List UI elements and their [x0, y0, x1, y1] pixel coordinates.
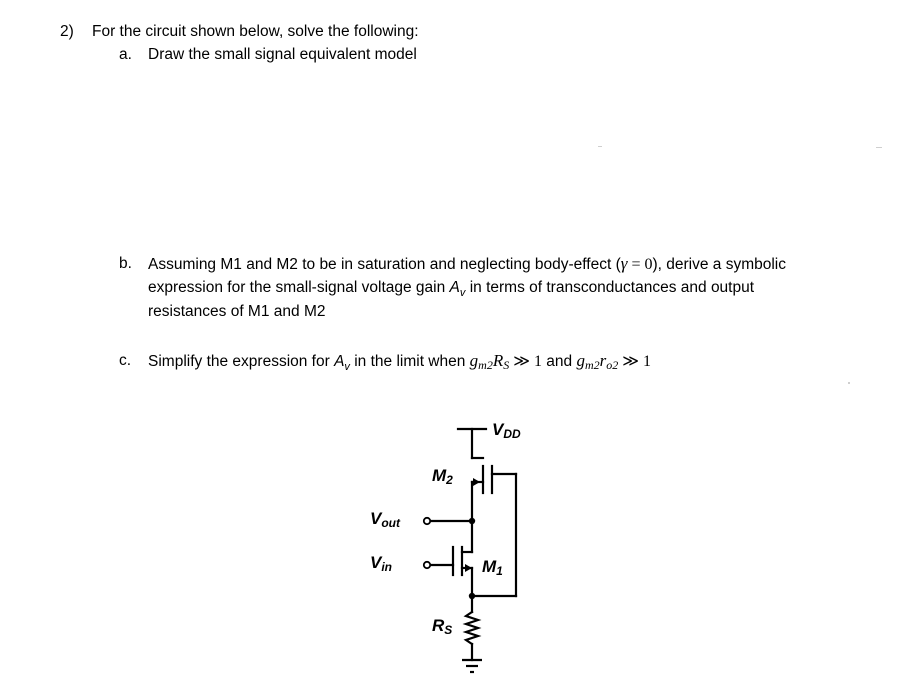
much-greater-2: ≫ 1: [618, 353, 652, 370]
question-prompt: For the circuit shown below, solve the following:: [92, 23, 419, 40]
junction-dot: [469, 593, 475, 599]
part-b-marker: b.: [119, 255, 132, 272]
question-number: 2): [60, 23, 74, 40]
part-b-line-1-end: ), derive a symbolic: [652, 256, 786, 273]
part-c-text-start: Simplify the expression for: [148, 353, 335, 370]
and-word: and: [541, 353, 577, 370]
much-greater-1: ≫ 1: [509, 353, 542, 370]
av-symbol: A: [449, 279, 460, 296]
condition-2: $g_{m2}r_{o2}$: [576, 351, 619, 372]
vin-label: $V_{in}$: [370, 553, 393, 574]
junction-dot: [469, 518, 475, 524]
gamma-symbol: γ: [620, 254, 628, 273]
part-a-marker: a.: [119, 46, 132, 63]
vin-terminal: [424, 562, 430, 568]
part-b-line-2-start: expression for the small-signal voltage gain: [148, 279, 450, 296]
part-c-marker: c.: [119, 352, 132, 369]
rs-resistor: [466, 612, 478, 644]
vout-label: $V_{out}$: [370, 509, 400, 530]
part-b-line-2-end: in terms of transconductances and output: [465, 279, 755, 296]
m2-arrow-icon: [473, 478, 480, 486]
m1-label: $M_1$: [482, 557, 503, 578]
part-c-text-mid: in the limit when: [349, 353, 470, 370]
m2-label: $M_2$: [432, 466, 453, 487]
av-subscript: v: [344, 361, 350, 374]
part-b-line-1-start: Assuming M1 and M2 to be in saturation and neglecting body-effect (: [148, 256, 621, 273]
vout-terminal: [424, 518, 430, 524]
rs-label: $R_S$: [432, 616, 453, 637]
vdd-label: $V_{DD}$: [492, 420, 521, 441]
ground-icon: [462, 660, 482, 672]
av-symbol: A: [334, 353, 345, 370]
part-a-text: Draw the small signal equivalent model: [148, 46, 417, 63]
condition-1: $g_{m2}R_S$: [469, 351, 510, 372]
part-b-line-3: resistances of M1 and M2: [148, 303, 326, 320]
equals-zero: = 0: [627, 256, 653, 273]
av-subscript: v: [459, 287, 466, 300]
